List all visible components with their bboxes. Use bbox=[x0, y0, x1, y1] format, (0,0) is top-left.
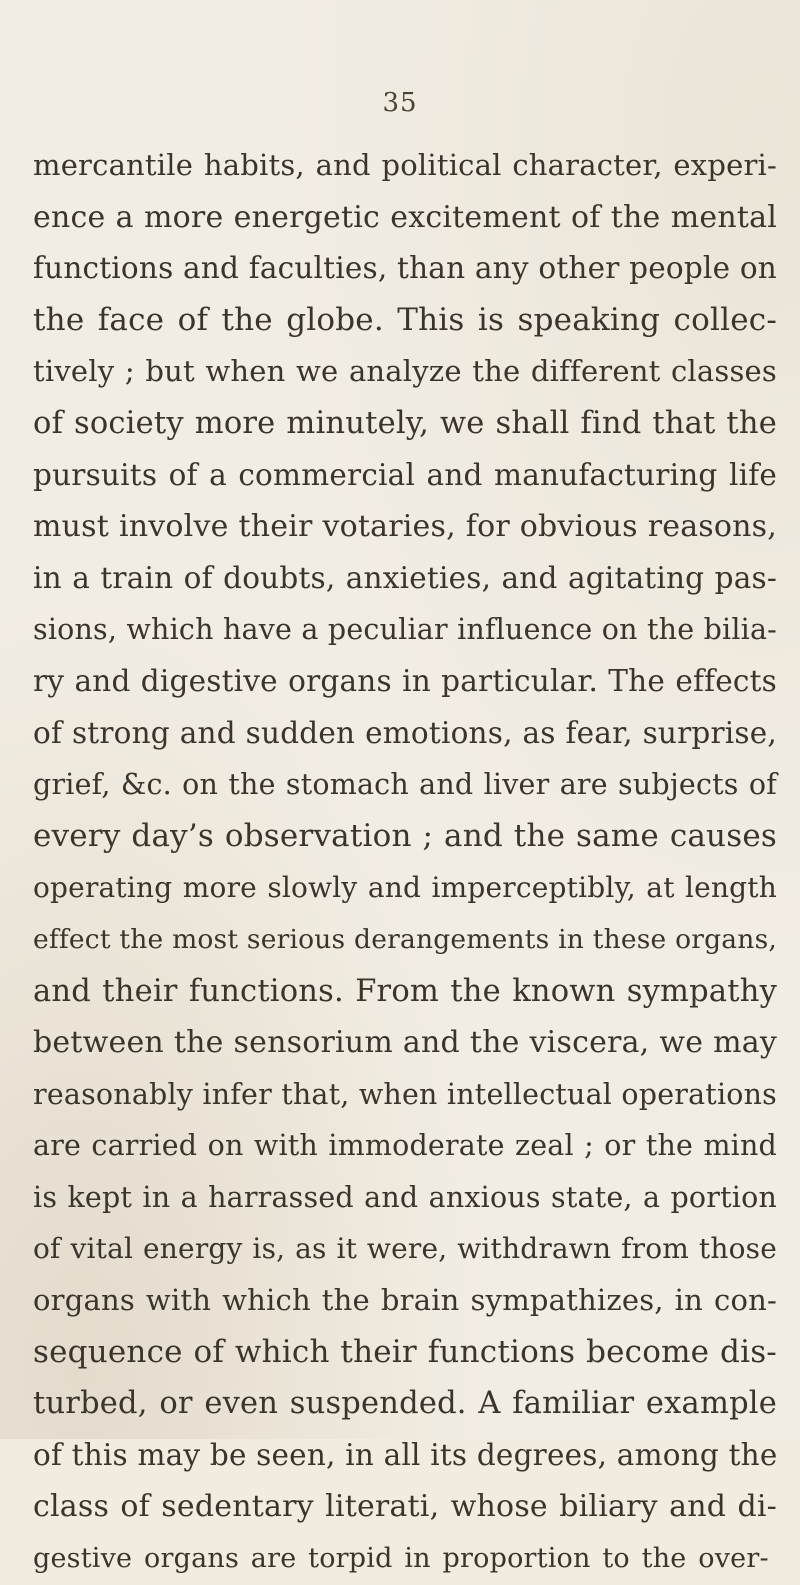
page-number: 35 bbox=[382, 88, 418, 118]
text-line: reasonably infer that, when intellectual operations bbox=[33, 1077, 777, 1111]
text-line: and their functions. From the known sympathy bbox=[33, 973, 777, 1009]
text-line: turbed, or even suspended. A familiar example bbox=[33, 1386, 777, 1422]
text-line: organs with which the brain sympathizes, in con- bbox=[33, 1283, 777, 1318]
text-line: is kept in a harrassed and anxious state, a portion bbox=[33, 1180, 777, 1214]
text-line: ence a more energetic excitement of the mental bbox=[33, 199, 777, 235]
text-line: effect the most serious derangements in these organs, bbox=[33, 923, 777, 955]
text-line: the face of the globe. This is speaking collec- bbox=[33, 301, 777, 338]
text-line: class of sedentary literati, whose biliary and di- bbox=[33, 1489, 777, 1525]
text-line: tively ; but when we analyze the different classes bbox=[33, 354, 777, 389]
text-line: grief, &c. on the stomach and liver are subjects of bbox=[33, 768, 777, 802]
text-line: of vital energy is, as it were, withdrawn from those bbox=[33, 1232, 777, 1266]
text-line: of this may be seen, in all its degrees, among the bbox=[33, 1437, 778, 1472]
body-text bbox=[33, 140, 777, 1585]
text-line: must involve their votaries, for obvious reasons, bbox=[33, 509, 777, 545]
text-line: mercantile habits, and political character, experi- bbox=[33, 148, 777, 182]
text-line: pursuits of a commercial and manufacturing life bbox=[33, 457, 777, 492]
text-line: gestive organs are torpid in proportion to the over- bbox=[33, 1543, 769, 1575]
text-line: in a train of doubts, anxieties, and agitating pas- bbox=[33, 560, 777, 595]
text-line: every day’s observation ; and the same causes bbox=[33, 817, 777, 854]
text-line: between the sensorium and the viscera, we may bbox=[33, 1025, 777, 1061]
text-line: sions, which have a peculiar influence on the bilia- bbox=[33, 613, 777, 647]
text-line: ry and digestive organs in particular. The effects bbox=[33, 663, 777, 698]
text-line: operating more slowly and imperceptibly, at length bbox=[33, 871, 777, 905]
text-line: are carried on with immoderate zeal ; or the mind bbox=[33, 1129, 777, 1163]
text-line: functions and faculties, than any other people on bbox=[33, 251, 777, 286]
text-line: of strong and sudden emotions, as fear, surprise, bbox=[33, 715, 777, 750]
text-line: sequence of which their functions become dis- bbox=[33, 1333, 777, 1370]
text-line: of society more minutely, we shall find that the bbox=[33, 405, 777, 441]
